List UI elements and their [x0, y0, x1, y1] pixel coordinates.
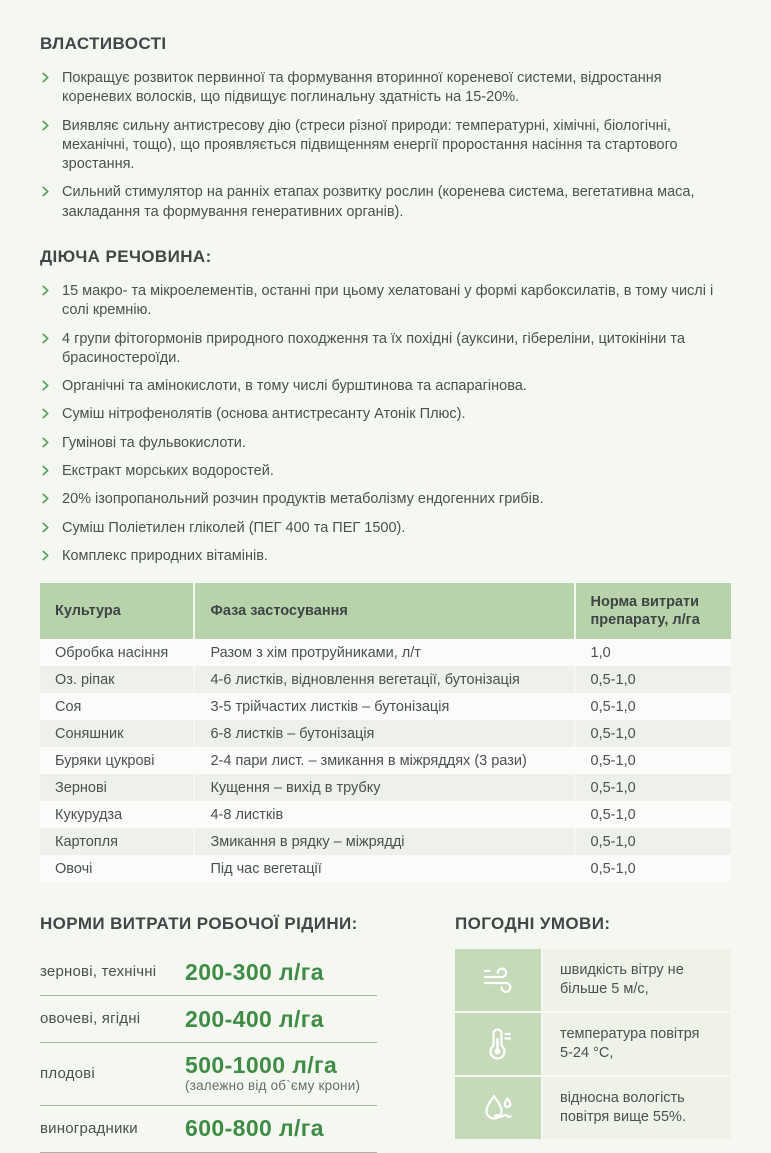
- culture-cell: Кукурудза: [40, 801, 195, 828]
- phase-cell: 3-5 трійчастих листків – бутонізація: [195, 693, 575, 720]
- substance-text: Суміш нітрофенолятів (основа антистресанту Атонік Плюс).: [62, 406, 466, 423]
- rate-cell: 0,5-1,0: [576, 801, 731, 828]
- rate-value-text: 500-1000 л/га: [185, 1052, 338, 1079]
- active-substance-list: [40, 282, 731, 566]
- active-substance-title: ДІЮЧА РЕЧОВИНА:: [40, 246, 212, 266]
- table-row: [40, 855, 731, 882]
- rate-value: 200-300 л/га: [185, 958, 324, 985]
- chevron-right-icon: [40, 550, 51, 561]
- list-item: [40, 117, 731, 175]
- chevron-right-icon: [40, 72, 51, 83]
- substance-text: 4 групи фітогормонів природного походження та їх похідні (ауксини, гібереліни, цитокініни та брасиностероїди.: [62, 330, 685, 366]
- culture-cell: Картопля: [40, 828, 195, 855]
- table-row: [40, 774, 731, 801]
- culture-cell: Буряки цукрові: [40, 747, 195, 774]
- rate-cell: 1,0: [576, 639, 731, 666]
- substance-text: Комплекс природних вітамінів.: [62, 547, 268, 564]
- rate-label: виноградники: [40, 1119, 138, 1137]
- header-phase: Фаза застосування: [195, 583, 575, 639]
- substance-text: Екстракт морських водоростей.: [62, 462, 274, 479]
- weather-text: швидкість вітру не більше 5 м/с,: [543, 949, 731, 1011]
- culture-cell: Овочі: [40, 855, 195, 882]
- thermometer-icon: [455, 1013, 541, 1075]
- list-item: [40, 183, 731, 222]
- list-item: [40, 69, 731, 108]
- rate-cell: 0,5-1,0: [576, 666, 731, 693]
- active-substance-section: [40, 247, 731, 566]
- chevron-right-icon: [40, 493, 51, 504]
- phase-cell: 4-8 листків: [195, 801, 575, 828]
- weather-row: [455, 1077, 731, 1139]
- list-item: [40, 377, 731, 396]
- chevron-right-icon: [40, 408, 51, 419]
- spray-rates-section: [40, 914, 377, 1152]
- bottom-section: [40, 914, 731, 1152]
- chevron-right-icon: [40, 333, 51, 344]
- weather-title: ПОГОДНІ УМОВИ:: [455, 914, 611, 934]
- list-item: [40, 434, 731, 453]
- application-table: [40, 583, 731, 882]
- table-row: [40, 639, 731, 666]
- chevron-right-icon: [40, 285, 51, 296]
- spray-rates-title: НОРМИ ВИТРАТИ РОБОЧОЇ РІДИНИ:: [40, 914, 358, 934]
- rate-cell: 0,5-1,0: [576, 720, 731, 747]
- phase-cell: 4-6 листків, відновлення вегетації, бутонізація: [195, 666, 575, 693]
- substance-text: 20% ізопропанольний розчин продуктів метаболізму ендогенних грибів.: [62, 491, 544, 508]
- properties-section: [40, 34, 731, 222]
- wind-icon: [455, 949, 541, 1011]
- chevron-right-icon: [40, 186, 51, 197]
- substance-text: Суміш Поліетилен гліколей (ПЕГ 400 та ПЕГ 1500).: [62, 519, 406, 536]
- chevron-right-icon: [40, 465, 51, 476]
- list-item: [40, 519, 731, 538]
- rate-cell: 0,5-1,0: [576, 693, 731, 720]
- humidity-icon: [455, 1077, 541, 1139]
- table-row: [40, 693, 731, 720]
- properties-list: [40, 69, 731, 222]
- rate-label: плодові: [40, 1064, 95, 1082]
- weather-row: [455, 1013, 731, 1075]
- rate-row: [40, 996, 377, 1043]
- culture-cell: Соняшник: [40, 720, 195, 747]
- list-item: [40, 405, 731, 424]
- rate-value: [185, 1053, 360, 1093]
- header-rate: Норма витрати препарату, л/га: [576, 583, 731, 639]
- rate-label: зернові, технічні: [40, 963, 157, 981]
- rate-row: [40, 1043, 377, 1105]
- phase-cell: Змикання в рядку – міжрядді: [195, 828, 575, 855]
- property-text: Сильний стимулятор на ранніх етапах розвитку рослин (коренева система, вегетативна маса, закладання та формування генеративних органів).: [62, 184, 695, 220]
- phase-cell: Разом з хім протруйниками, л/т: [195, 639, 575, 666]
- rate-cell: 0,5-1,0: [576, 828, 731, 855]
- table-row: [40, 801, 731, 828]
- rate-value: 200-400 л/га: [185, 1005, 324, 1032]
- list-item: [40, 547, 731, 566]
- substance-text: Гумінові та фульвокислоти.: [62, 434, 246, 451]
- culture-cell: Соя: [40, 693, 195, 720]
- rate-cell: 0,5-1,0: [576, 774, 731, 801]
- weather-section: [455, 914, 731, 1152]
- properties-title: ВЛАСТИВОСТІ: [40, 34, 167, 53]
- phase-cell: 2-4 пари лист. – змикання в міжряддях (3 рази): [195, 747, 575, 774]
- rate-row: [40, 1106, 377, 1153]
- rate-note: (залежно від об`єму крони): [185, 1078, 361, 1094]
- list-item: [40, 462, 731, 481]
- rate-value: 600-800 л/га: [185, 1115, 324, 1142]
- chevron-right-icon: [40, 522, 51, 533]
- chevron-right-icon: [40, 120, 51, 131]
- chevron-right-icon: [40, 437, 51, 448]
- weather-text: температура повітря 5-24 °C,: [543, 1013, 731, 1075]
- table-row: [40, 720, 731, 747]
- table-header-row: [40, 583, 731, 639]
- rate-label: овочеві, ягідні: [40, 1010, 141, 1028]
- property-text: Виявляє сильну антистресову дію (стреси різної природи: температурні, хімічні, біологічні, механічні, тощо), що проявляється підвищенням енергії проростання насіння та стартового зростання.: [62, 117, 678, 173]
- rate-cell: 0,5-1,0: [576, 855, 731, 882]
- phase-cell: Під час вегетації: [195, 855, 575, 882]
- weather-text: відносна вологість повітря вище 55%.: [543, 1077, 731, 1139]
- substance-text: Органічні та амінокислоти, в тому числі бурштинова та аспарагінова.: [62, 378, 527, 395]
- culture-cell: Зернові: [40, 774, 195, 801]
- table-row: [40, 828, 731, 855]
- substance-text: 15 макро- та мікроелементів, останні при цьому хелатовані у формі карбоксилатів, в тому числі і солі кремнію.: [62, 282, 714, 319]
- chevron-right-icon: [40, 380, 51, 391]
- rate-row: [40, 949, 377, 996]
- property-text: Покращує розвиток первинної та формування вторинної кореневої системи, відростання кореневих волосків, що підвищує поглинальну здатність на 15-20%.: [62, 70, 662, 106]
- table-row: [40, 666, 731, 693]
- phase-cell: 6-8 листків – бутонізація: [195, 720, 575, 747]
- weather-row: [455, 949, 731, 1011]
- list-item: [40, 282, 731, 321]
- list-item: [40, 490, 731, 509]
- table-row: [40, 747, 731, 774]
- header-culture: Культура: [40, 583, 195, 639]
- list-item: [40, 330, 731, 369]
- phase-cell: Кущення – вихід в трубку: [195, 774, 575, 801]
- rate-cell: 0,5-1,0: [576, 747, 731, 774]
- culture-cell: Оз. ріпак: [40, 666, 195, 693]
- culture-cell: Обробка насіння: [40, 639, 195, 666]
